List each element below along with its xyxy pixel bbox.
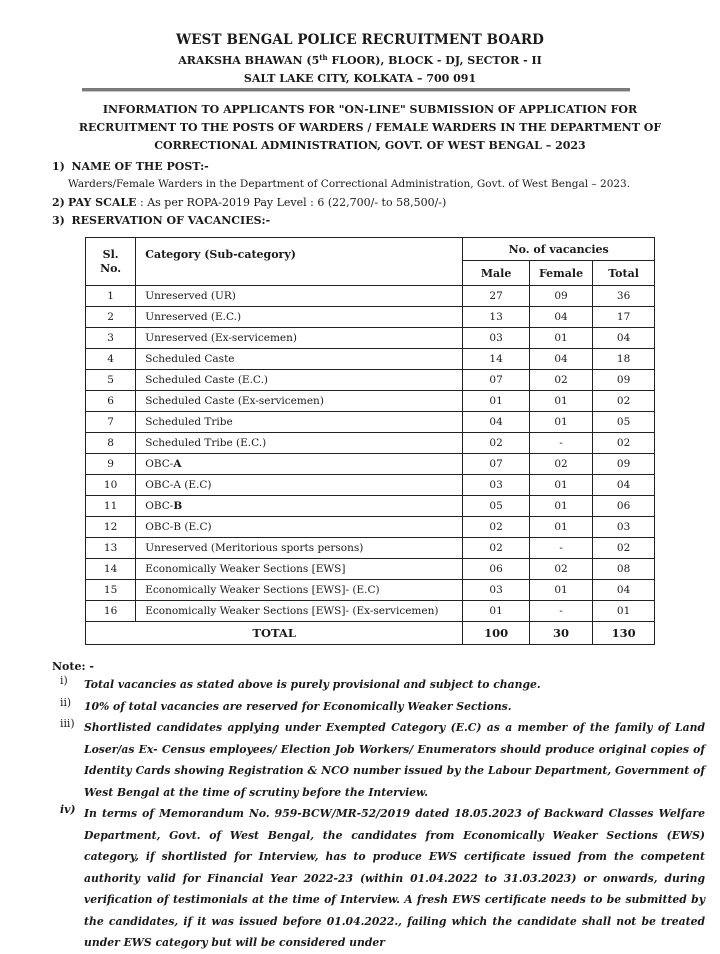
cell-category [136, 412, 463, 433]
cell-sl-no: 15 [86, 580, 136, 601]
cell-female: 09 [529, 286, 592, 307]
cell-male: 14 [463, 349, 530, 370]
cell-male: 27 [463, 286, 530, 307]
pay-scale-text: : As per ROPA-2019 Pay Level : 6 (22,700/- to 58,500/-) [136, 196, 447, 209]
cell-sl-no: 6 [86, 391, 136, 412]
section-label: PAY SCALE [68, 196, 137, 209]
category-text: Economically Weaker Sections [EWS] [145, 563, 346, 575]
total-male: 100 [463, 622, 530, 645]
section-label: NAME OF THE POST:- [71, 160, 209, 173]
category-text: OBC-B (E.C) [145, 521, 212, 533]
table-row [86, 307, 655, 328]
cell-female: 04 [529, 307, 592, 328]
notice-heading-line: RECRUITMENT TO THE POSTS OF WARDERS / FEMALE WARDERS IN THE DEPARTMENT OF [78, 121, 662, 134]
cell-sl-no: 4 [86, 349, 136, 370]
cell-male: 13 [463, 307, 530, 328]
cell-sl-no: 1 [86, 286, 136, 307]
col-header-sl-no [86, 238, 136, 286]
cell-total: 09 [593, 370, 655, 391]
cell-male: 01 [463, 391, 530, 412]
cell-total: 18 [593, 349, 655, 370]
category-text: Scheduled Caste (E.C.) [145, 374, 269, 386]
cell-category [136, 433, 463, 454]
cell-female: 02 [529, 454, 592, 475]
category-text: Scheduled Tribe [145, 416, 233, 428]
cell-male: 01 [463, 601, 530, 622]
cell-total: 03 [593, 517, 655, 538]
section-pay-scale [52, 196, 446, 209]
cell-male: 03 [463, 328, 530, 349]
cell-sl-no: 5 [86, 370, 136, 391]
section-number: 3) [52, 214, 65, 227]
cell-male: 03 [463, 580, 530, 601]
section-reservation [52, 214, 270, 227]
cell-sl-no: 2 [86, 307, 136, 328]
cell-sl-no: 3 [86, 328, 136, 349]
category-text: Scheduled Tribe (E.C.) [145, 437, 267, 449]
note-text: Shortlisted candidates applying under Exempted Category (E.C) as a member of the family of Land Loser/as Ex- Census employees/ Election Job Workers/ Enumerators should produce original copies of Identity Cards showing Registration & NCO number issued by the Labour Department, Government of West Bengal at the time of scrutiny before the Interview. [84, 721, 705, 799]
table-row [86, 601, 655, 622]
cell-male: 07 [463, 454, 530, 475]
table-row [86, 328, 655, 349]
cell-category [136, 454, 463, 475]
section-number: 2) [52, 196, 65, 209]
cell-total: 06 [593, 496, 655, 517]
col-header-female: Female [529, 261, 592, 286]
category-text: Economically Weaker Sections [EWS]- (E.C) [145, 584, 380, 596]
cell-total: 09 [593, 454, 655, 475]
table-row [86, 517, 655, 538]
note-item [60, 696, 705, 718]
cell-category [136, 496, 463, 517]
section-label: RESERVATION OF VACANCIES:- [71, 214, 271, 227]
cell-female: 01 [529, 475, 592, 496]
org-address-line1 [0, 54, 720, 67]
category-text: OBC- [145, 458, 174, 470]
cell-sl-no: 14 [86, 559, 136, 580]
col-header-vacancies: No. of vacancies [463, 238, 655, 261]
cell-female: 02 [529, 370, 592, 391]
table-row [86, 286, 655, 307]
notes-title: Note: - [52, 660, 94, 673]
table-row [86, 349, 655, 370]
category-text-bold: A [173, 458, 182, 470]
cell-total: 05 [593, 412, 655, 433]
table-row [86, 580, 655, 601]
cell-male: 03 [463, 475, 530, 496]
cell-female: - [529, 433, 592, 454]
cell-total: 02 [593, 433, 655, 454]
cell-female: 01 [529, 412, 592, 433]
cell-total: 02 [593, 391, 655, 412]
table-row [86, 454, 655, 475]
vacancy-table-body [86, 286, 655, 622]
notice-heading-line: CORRECTIONAL ADMINISTRATION, GOVT. OF WEST BENGAL – 2023 [154, 139, 586, 152]
category-text: Unreserved (UR) [145, 290, 236, 302]
section-number: 1) [52, 160, 65, 173]
cell-category [136, 559, 463, 580]
note-number: iv) [60, 803, 76, 816]
cell-category [136, 580, 463, 601]
cell-category [136, 538, 463, 559]
header-divider [82, 88, 630, 92]
col-header-male: Male [463, 261, 530, 286]
cell-total: 17 [593, 307, 655, 328]
cell-total: 04 [593, 475, 655, 496]
category-text: Scheduled Caste [145, 353, 235, 365]
vacancy-table [85, 237, 655, 645]
cell-female: 01 [529, 580, 592, 601]
table-row [86, 370, 655, 391]
note-text: Total vacancies as stated above is purely provisional and subject to change. [84, 678, 541, 691]
table-total-row [86, 622, 655, 645]
org-address-line2: SALT LAKE CITY, KOLKATA – 700 091 [243, 72, 477, 85]
table-row [86, 412, 655, 433]
note-item [60, 717, 705, 803]
cell-female: 01 [529, 517, 592, 538]
cell-sl-no: 12 [86, 517, 136, 538]
note-item [60, 803, 705, 954]
cell-sl-no: 10 [86, 475, 136, 496]
cell-female: 02 [529, 559, 592, 580]
category-text: Scheduled Caste (Ex-servicemen) [145, 395, 324, 407]
cell-male: 02 [463, 538, 530, 559]
notice-heading-line: INFORMATION TO APPLICANTS FOR "ON-LINE" SUBMISSION OF APPLICATION FOR [102, 103, 638, 116]
cell-sl-no: 7 [86, 412, 136, 433]
cell-category [136, 391, 463, 412]
cell-category [136, 601, 463, 622]
notice-heading [40, 101, 700, 155]
address-part: ARAKSHA BHAWAN (5 [178, 54, 320, 67]
category-text-bold: B [173, 500, 183, 512]
cell-female: 01 [529, 391, 592, 412]
cell-total: 01 [593, 601, 655, 622]
cell-sl-no: 9 [86, 454, 136, 475]
cell-male: 05 [463, 496, 530, 517]
category-text: Economically Weaker Sections [EWS]- (Ex-servicemen) [145, 605, 439, 617]
cell-total: 04 [593, 328, 655, 349]
cell-category [136, 307, 463, 328]
category-text: Unreserved (Meritorious sports persons) [145, 542, 364, 554]
total-label: TOTAL [86, 622, 463, 645]
post-name-text: Warders/Female Warders in the Department of Correctional Administration, Govt. of West Bengal – 2023. [68, 178, 631, 190]
note-number: iii) [60, 717, 75, 730]
cell-female: 01 [529, 496, 592, 517]
cell-category [136, 328, 463, 349]
col-header-total: Total [593, 261, 655, 286]
cell-male: 02 [463, 433, 530, 454]
cell-male: 04 [463, 412, 530, 433]
note-text: 10% of total vacancies are reserved for Economically Weaker Sections. [84, 700, 512, 713]
note-number: ii) [60, 696, 72, 709]
cell-total: 02 [593, 538, 655, 559]
note-number: i) [60, 674, 68, 687]
cell-female: 04 [529, 349, 592, 370]
category-text: OBC- [145, 500, 174, 512]
category-text: OBC-A (E.C) [145, 479, 212, 491]
cell-male: 07 [463, 370, 530, 391]
cell-sl-no: 11 [86, 496, 136, 517]
cell-male: 06 [463, 559, 530, 580]
cell-category [136, 349, 463, 370]
col-header-category: Category (Sub-category) [136, 238, 463, 286]
header-text: Sl. No. [100, 247, 122, 275]
category-text: Unreserved (Ex-servicemen) [145, 332, 297, 344]
table-row [86, 433, 655, 454]
cell-sl-no: 13 [86, 538, 136, 559]
cell-category [136, 517, 463, 538]
cell-female: 01 [529, 328, 592, 349]
org-title: WEST BENGAL POLICE RECRUITMENT BOARD [176, 32, 544, 48]
address-superscript: th [319, 53, 328, 62]
table-row [86, 538, 655, 559]
total-female: 30 [529, 622, 592, 645]
cell-sl-no: 16 [86, 601, 136, 622]
note-text: In terms of Memorandum No. 959-BCW/MR-52/2019 dated 18.05.2023 of Backward Classes Welfare Department, Govt. of West Bengal, the candidates from Economically Weaker Sections (EWS) category, if shortlisted for Interview, has to produce EWS certificate issued from the competent authority valid for Financial Year 2022-23 (within 01.04.2022 to 31.03.2023) or onwards, during verification of testimonials at the time of Interview. A fresh EWS certificate needs to be submitted by the candidates, if it was issued before 01.04.2022., failing which the candidate shall not be treated under EWS category but will be considered under [84, 807, 705, 949]
cell-female: - [529, 601, 592, 622]
cell-category [136, 475, 463, 496]
table-row [86, 496, 655, 517]
address-part: FLOOR), BLOCK - DJ, SECTOR - II [327, 54, 542, 67]
table-row [86, 475, 655, 496]
cell-category [136, 370, 463, 391]
cell-total: 04 [593, 580, 655, 601]
cell-total: 36 [593, 286, 655, 307]
cell-total: 08 [593, 559, 655, 580]
section-name-of-post [52, 160, 209, 173]
cell-female: - [529, 538, 592, 559]
cell-male: 02 [463, 517, 530, 538]
cell-category [136, 286, 463, 307]
table-row [86, 559, 655, 580]
note-item [60, 674, 705, 696]
cell-sl-no: 8 [86, 433, 136, 454]
total-total: 130 [593, 622, 655, 645]
table-row [86, 391, 655, 412]
category-text: Unreserved (E.C.) [145, 311, 242, 323]
